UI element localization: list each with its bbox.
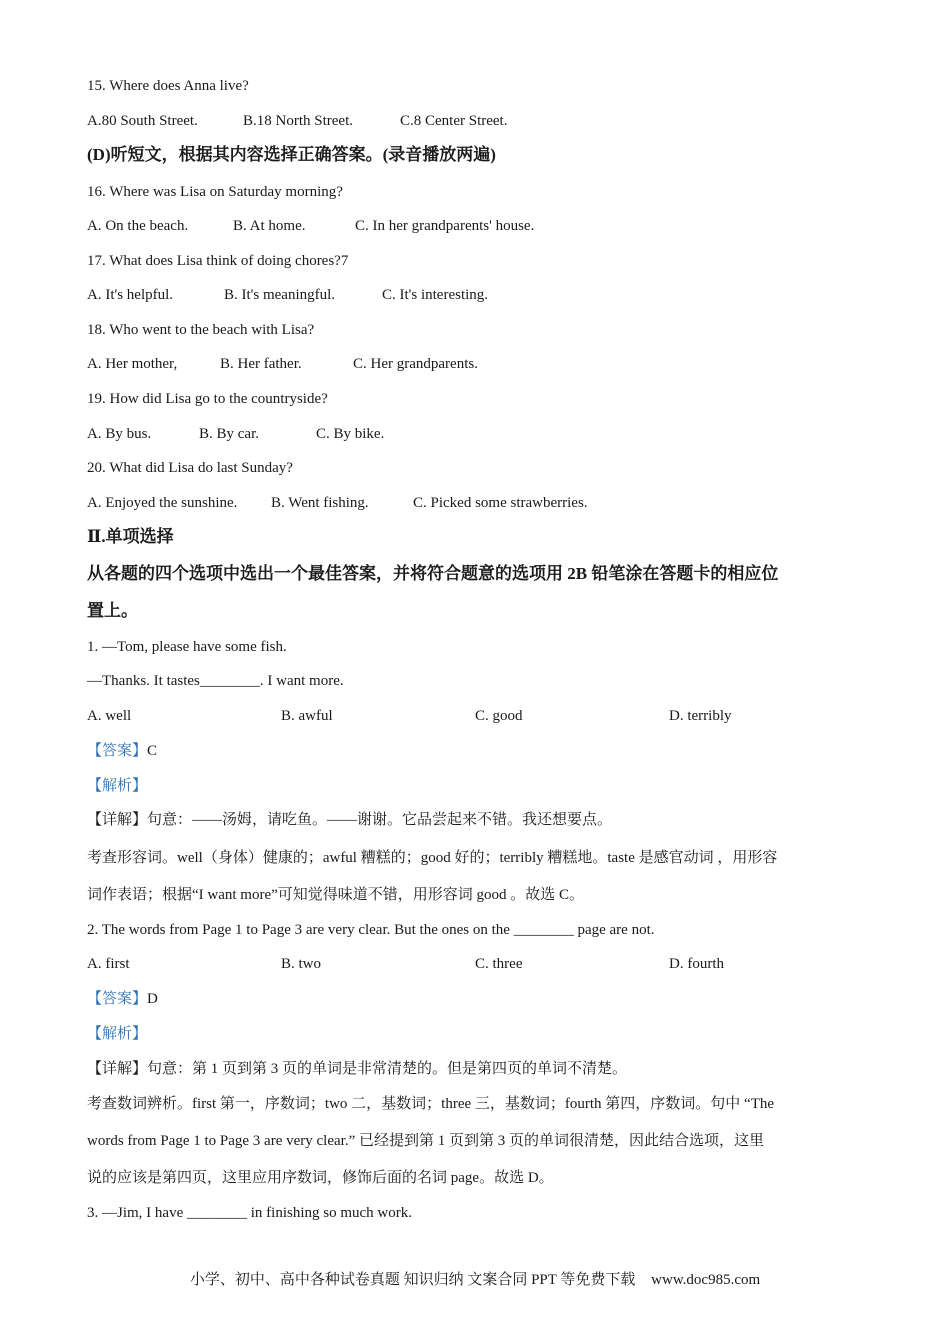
option-a: A. Enjoyed the sunshine. — [87, 495, 238, 511]
question-2-line1: 2. The words from Page 1 to Page 3 are very clear. But the ones on the ________ page are not. — [87, 922, 655, 938]
question-1-explanation-cont: 词作表语；根据“I want more”可知觉得味道不错，用形容词 good 。故选 C。 — [87, 887, 585, 903]
option-b: B. awful — [281, 708, 333, 724]
question-16-stem: 16. Where was Lisa on Saturday morning? — [87, 184, 343, 200]
option-b: B.18 North Street. — [243, 113, 353, 129]
option-a: A. It's helpful. — [87, 287, 174, 303]
option-c: C. Her grandparents. — [353, 356, 478, 372]
option-d: D. terribly — [669, 708, 732, 724]
question-20-stem: 20. What did Lisa do last Sunday? — [87, 460, 293, 476]
question-17-options — [87, 284, 489, 306]
question-15-options — [87, 110, 508, 132]
question-20-options — [87, 492, 588, 514]
question-18-stem: 18. Who went to the beach with Lisa? — [87, 322, 315, 338]
option-b: B. By car. — [199, 426, 259, 442]
question-19-options — [87, 423, 385, 445]
question-2-explanation-cont: words from Page 1 to Page 3 are very clear.” 已经提到第 1 页到第 3 页的单词很清楚，因此结合选项，这里 — [87, 1133, 764, 1149]
option-c: C. good — [475, 708, 523, 724]
question-2-explanation: 考查数词辨析。first 第一，序数词；two 二，基数词；three 三，基数词；fourth 第四，序数词。句中 “The — [87, 1096, 775, 1112]
option-a: A. first — [87, 956, 130, 972]
question-1-explanation: 考查形容词。well（身体）健康的；awful 糟糕的；good 好的；terribly 糟糕地。taste 是感官动词 ，用形容 — [87, 850, 778, 866]
option-c: C. It's interesting. — [382, 287, 489, 303]
option-c: C. three — [475, 956, 523, 972]
question-2-detail: 【详解】句意：第 1 页到第 3 页的单词是非常清楚的。但是第四页的单词不清楚。 — [87, 1061, 628, 1077]
question-19-stem: 19. How did Lisa go to the countryside? — [87, 391, 328, 407]
answer-tag: 【答案】 — [87, 743, 148, 759]
question-2-explanation-end: 说的应该是第四页，这里应用序数词，修饰后面的名词 page。故选 D。 — [87, 1170, 554, 1186]
analysis-tag: 【解析】 — [87, 778, 148, 794]
footer-site-link[interactable]: www.doc985.com — [651, 1272, 761, 1288]
footer-text: 小学、初中、高中各种试卷真题 知识归纳 文案合同 PPT 等免费下载 — [189, 1272, 636, 1288]
question-1-options — [87, 705, 732, 727]
option-a: A.80 South Street. — [87, 113, 198, 129]
option-b: B. Went fishing. — [271, 495, 369, 511]
question-1-line2: —Thanks. It tastes________. I want more. — [87, 673, 344, 689]
option-b: B. Her father. — [220, 356, 302, 372]
question-1-line1: 1. —Tom, please have some fish. — [87, 639, 287, 655]
option-d: D. fourth — [669, 956, 724, 972]
option-a: A. By bus. — [87, 426, 152, 442]
question-3-line1: 3. —Jim, I have ________ in finishing so much work. — [87, 1205, 412, 1221]
question-17-stem: 17. What does Lisa think of doing chores?7 — [87, 253, 349, 269]
question-18-options — [87, 353, 478, 375]
option-a: A. On the beach. — [87, 218, 189, 234]
question-15-stem: 15. Where does Anna live? — [87, 78, 249, 94]
question-2-answer — [87, 988, 158, 1010]
section-2-instruction-cont: 置上。 — [87, 601, 138, 620]
analysis-tag: 【解析】 — [87, 1026, 148, 1042]
question-2-options — [87, 953, 724, 975]
page-footer — [0, 1269, 950, 1291]
section-d-heading: (D)听短文，根据其内容选择正确答案。(录音播放两遍) — [87, 145, 496, 164]
section-2-instruction: 从各题的四个选项中选出一个最佳答案，并将符合题意的选项用 2B 铅笔涂在答题卡的相应位 — [87, 564, 779, 583]
option-a: A. Her mother, — [87, 356, 178, 372]
option-b: B. At home. — [233, 218, 306, 234]
option-b: B. two — [281, 956, 322, 972]
option-c: C.8 Center Street. — [400, 113, 508, 129]
option-c: C. Picked some strawberries. — [413, 495, 588, 511]
answer-value: D — [147, 991, 158, 1007]
option-c: C. In her grandparents' house. — [355, 218, 535, 234]
option-a: A. well — [87, 708, 132, 724]
answer-value: C — [147, 743, 158, 759]
answer-tag: 【答案】 — [87, 991, 148, 1007]
option-c: C. By bike. — [316, 426, 385, 442]
option-b: B. It's meaningful. — [224, 287, 336, 303]
question-1-answer — [87, 740, 157, 762]
question-16-options — [87, 215, 535, 237]
question-1-detail: 【详解】句意：——汤姆，请吃鱼。——谢谢。它品尝起来不错。我还想要点。 — [87, 812, 613, 828]
section-2-title: Ⅱ.单项选择 — [87, 527, 174, 546]
